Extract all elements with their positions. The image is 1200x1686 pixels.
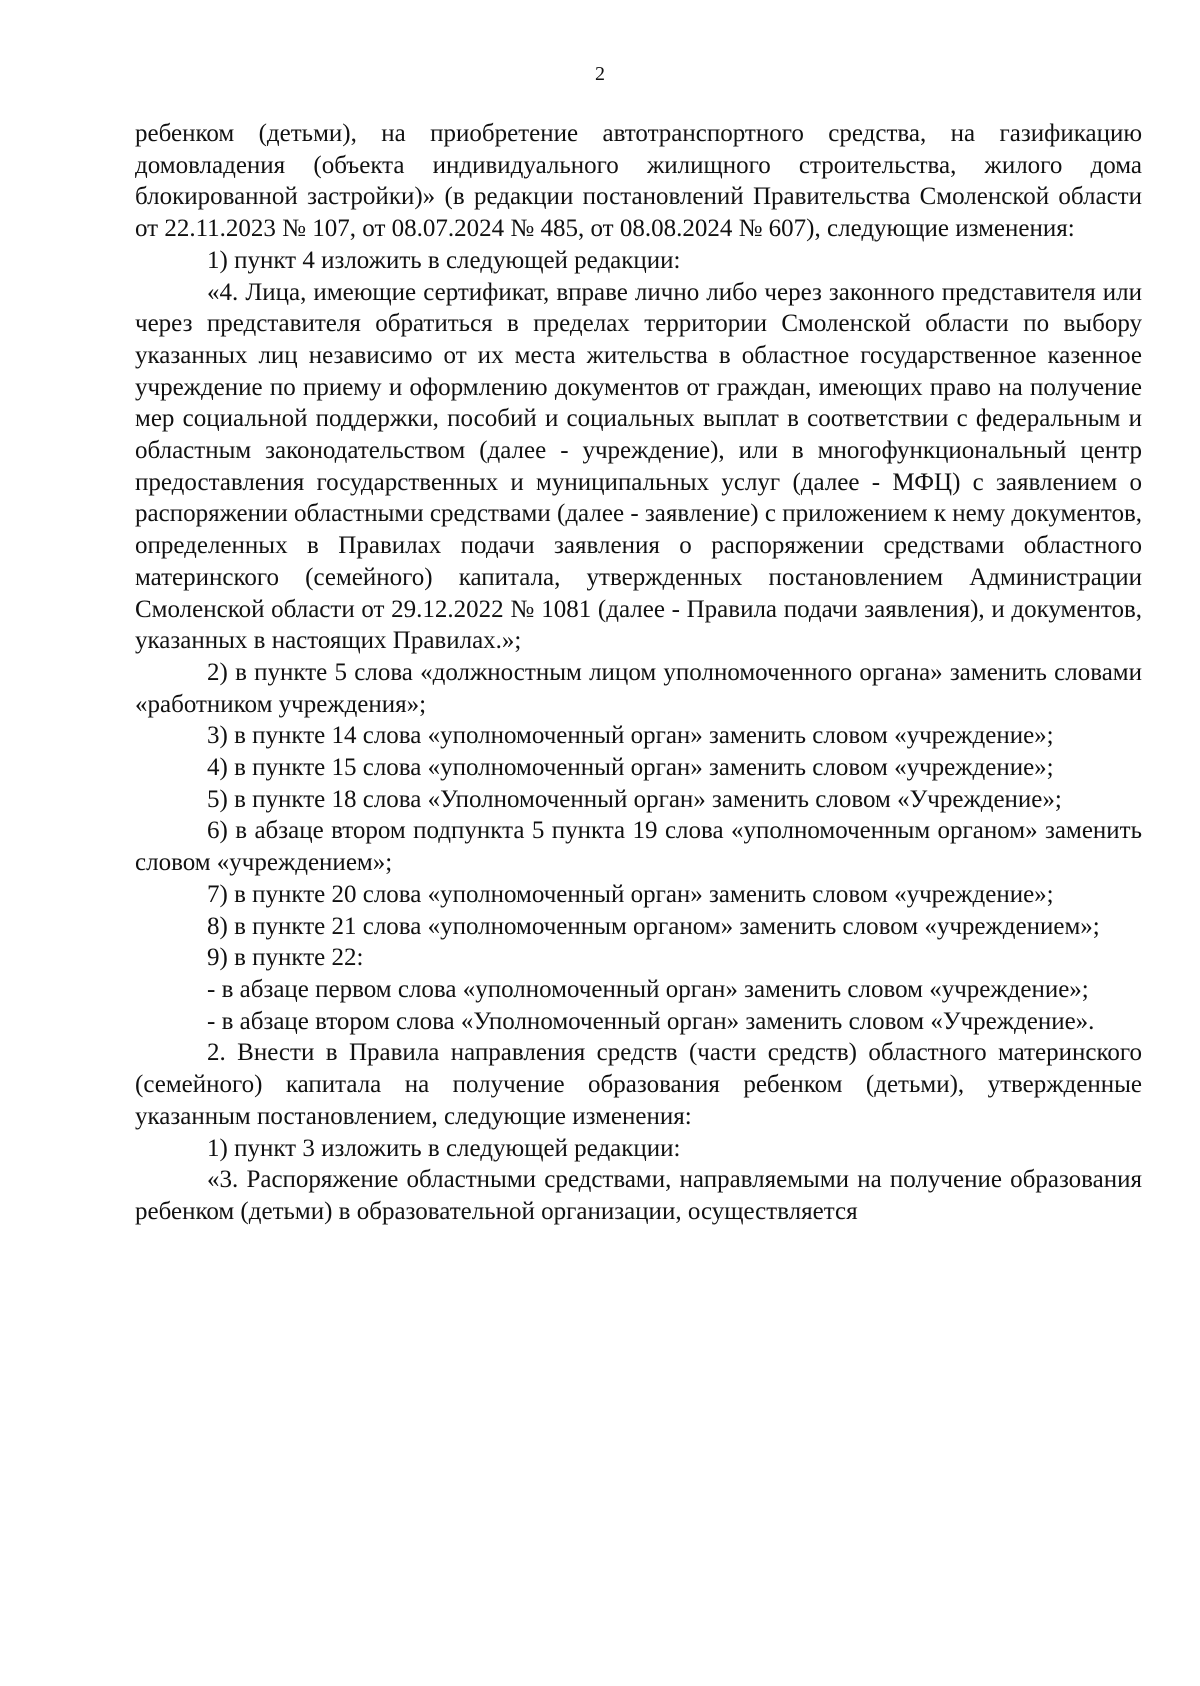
paragraph-item-9-dash-2: - в абзаце втором слова «Уполномоченный орган» заменить словом «Учреждение». [207, 1007, 1095, 1035]
document-body [135, 118, 1142, 1228]
paragraph-item-4: 4) в пункте 15 слова «уполномоченный орган» заменить словом «учреждение»; [207, 754, 1054, 782]
paragraph-item-6: 6) в абзаце втором подпункта 5 пункта 19 слова «уполномоченным органом» заменить словом «учреждением»; [135, 817, 1142, 877]
paragraph-continuation: ребенком (детьми), на приобретение автотранспортного средства, на газификацию домовладения (объекта индивидуального жилищного строительства, жилого дома блокированной застройки)» (в редакции постановлений Правительства Смоленской области от 22.11.2023 № 107, от 08.07.2024 № 485, от 08.08.2024 № 607), следующие изменения: [135, 120, 1142, 243]
paragraph-item-8: 8) в пункте 21 слова «уполномоченным органом» заменить словом «учреждением»; [207, 912, 1100, 940]
paragraph-item-7: 7) в пункте 20 слова «уполномоченный орган» заменить словом «учреждение»; [207, 880, 1054, 908]
paragraph-item-9-dash-1: - в абзаце первом слова «уполномоченный орган» заменить словом «учреждение»; [207, 975, 1089, 1003]
paragraph-item-5: 5) в пункте 18 слова «Уполномоченный орган» заменить словом «Учреждение»; [207, 785, 1062, 813]
paragraph-section-2: 2. Внести в Правила направления средств (части средств) областного материнского (семейного) капитала на получение образования ребенком (детьми), утвержденные указанным постановлением, следующие изменения: [135, 1039, 1142, 1130]
paragraph-item-3: 3) в пункте 14 слова «уполномоченный орган» заменить словом «учреждение»; [207, 722, 1054, 750]
paragraph-point-4-text: «4. Лица, имеющие сертификат, вправе лично либо через законного представителя или через представителя обратиться в пределах территории Смоленской области по выбору указанных лиц независимо от их места жительства в областное государственное казенное учреждение по приему и оформлению документов от граждан, имеющих право на получение мер социальной поддержки, пособий и социальных выплат в соответствии с федеральным и областным законодательством (далее - учреждение), или в многофункциональный центр предоставления государственных и муниципальных услуг (далее - МФЦ) с заявлением о распоряжении областными средствами (далее - заявление) с приложением к нему документов, определенных в Правилах подачи заявления о распоряжении средствами областного материнского (семейного) капитала, утвержденных постановлением Администрации Смоленской области от 29.12.2022 № 1081 (далее - Правила подачи заявления), и документов, указанных в настоящих Правилах.»; [135, 278, 1142, 655]
page-number: 2 [595, 63, 605, 85]
paragraph-section-2-item-1: 1) пункт 3 изложить в следующей редакции: [207, 1134, 681, 1162]
paragraph-item-9: 9) в пункте 22: [207, 944, 364, 972]
paragraph-point-3-text: «3. Распоряжение областными средствами, направляемыми на получение образования ребенком (детьми) в образовательной организации, осуществляется [135, 1166, 1142, 1225]
paragraph-item-1: 1) пункт 4 изложить в следующей редакции: [207, 246, 681, 274]
paragraph-item-2: 2) в пункте 5 слова «должностным лицом уполномоченного органа» заменить словами «работником учреждения»; [135, 658, 1142, 718]
